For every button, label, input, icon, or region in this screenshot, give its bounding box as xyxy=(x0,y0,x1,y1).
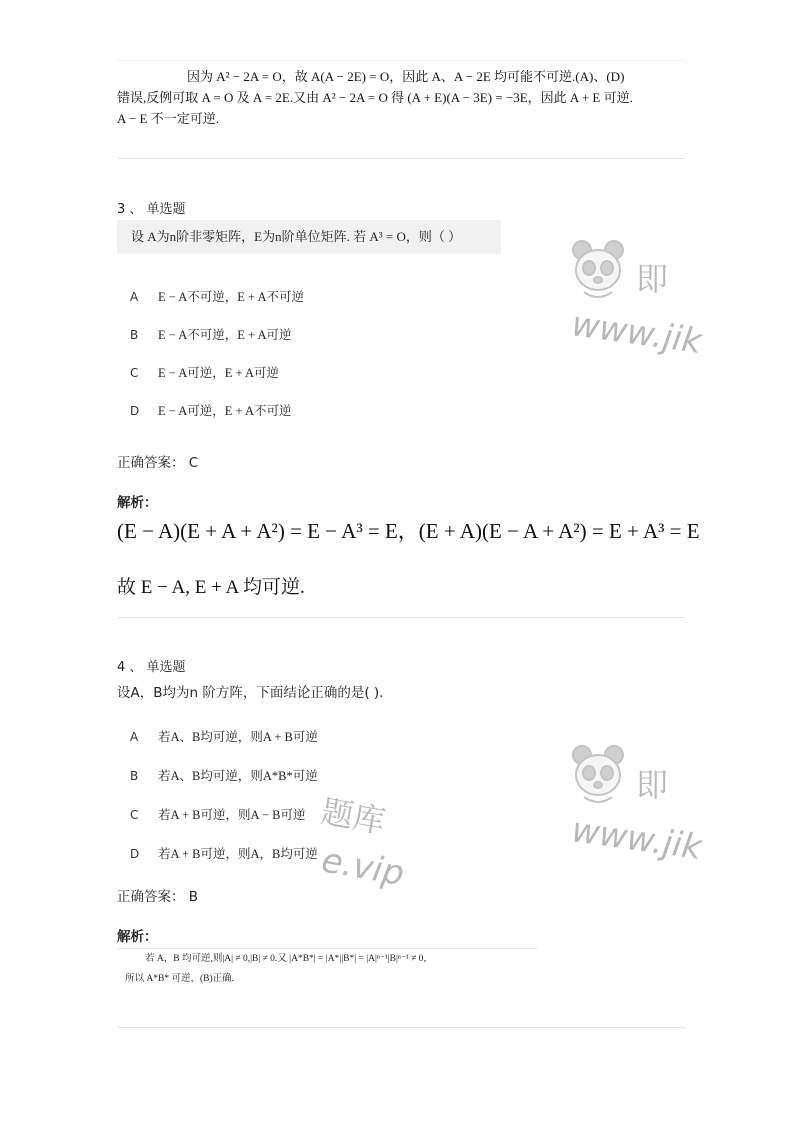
q3-answer: 正确答案： C xyxy=(117,455,199,471)
analysis-line-2: 错误,反例可取 A = O 及 A = 2E.又由 A² − 2A = O 得 (A + E)(A − 3E) = −3E，因此 A + E 可逆. xyxy=(117,90,633,105)
q4-analysis-line-2: 所以 A*B* 可逆，(B)正确. xyxy=(125,974,234,984)
option-text: 若A + B可逆，则A，B均可逆 xyxy=(158,847,318,861)
q4-analysis-label: 解析： xyxy=(117,929,158,945)
option-letter: C xyxy=(130,808,139,822)
q4-analysis-image xyxy=(117,948,537,999)
q3-analysis-label: 解析： xyxy=(117,495,158,511)
divider-1 xyxy=(117,158,685,159)
option-letter: B xyxy=(130,328,139,342)
q4-stem: 设A，B均为n 阶方阵，下面结论正确的是( ). xyxy=(117,685,384,701)
panda-watermark-icon xyxy=(570,238,626,304)
q3-analysis-conclusion: 故 E − A, E + A 均可逆. xyxy=(117,577,305,598)
top-rule xyxy=(117,60,685,61)
q4-option-a[interactable] xyxy=(130,727,318,745)
watermark-mid-text: 题库 xyxy=(318,792,388,841)
q4-option-c[interactable] xyxy=(130,805,305,823)
option-text: E − A不可逆，E + A不可逆 xyxy=(158,290,305,304)
option-letter: D xyxy=(130,847,140,861)
previous-analysis-image xyxy=(117,66,687,144)
option-letter: A xyxy=(130,730,139,744)
divider-2 xyxy=(117,617,685,618)
analysis-line-3: A − E 不一定可逆. xyxy=(117,111,219,126)
option-text: E − A可逆，E + A不可逆 xyxy=(158,404,292,418)
watermark-mid-url: e.vip xyxy=(318,840,408,895)
q4-option-b[interactable] xyxy=(130,766,318,784)
q4-header: 4 、 单选题 xyxy=(117,660,186,675)
q3-stem: 设 A为n阶非零矩阵，E为n阶单位矩阵. 若 A³ = O，则（ ） xyxy=(117,220,501,254)
q3-option-b[interactable] xyxy=(130,325,292,343)
q3-header: 3 、 单选题 xyxy=(117,202,186,217)
option-letter: A xyxy=(130,290,139,304)
analysis-line-1: 因为 A² − 2A = O，故 A(A − 2E) = O，因此 A、A − 2E 均可能不可逆.(A)、(D) xyxy=(187,69,625,84)
watermark-brand-text: 即 xyxy=(636,260,669,298)
option-letter: C xyxy=(130,366,139,380)
option-text: E − A不可逆，E + A可逆 xyxy=(158,328,292,342)
watermark-url-text: www.jik xyxy=(569,304,705,362)
panda-watermark-icon xyxy=(570,743,626,809)
option-text: 若A、B均可逆，则A*B*可逆 xyxy=(158,769,318,783)
q3-option-a[interactable] xyxy=(130,287,304,305)
q3-option-d[interactable] xyxy=(130,401,292,419)
option-text: E − A可逆，E + A可逆 xyxy=(158,366,280,380)
option-text: 若A + B可逆，则A − B可逆 xyxy=(158,808,306,822)
q4-analysis-line-1: 若 A，B 均可逆,则|A| ≠ 0,|B| ≠ 0.又 |A*B*| = |A*||B*| = |A|ⁿ⁻¹|B|ⁿ⁻¹ ≠ 0， xyxy=(145,954,433,964)
q3-option-c[interactable] xyxy=(130,363,279,381)
option-letter: B xyxy=(130,769,139,783)
watermark-brand-text: 即 xyxy=(636,766,669,804)
divider-3 xyxy=(117,1027,685,1028)
q3-analysis-equation: (E − A)(E + A + A²) = E − A³ = E，(E + A)(E − A + A²) = E + A³ = E xyxy=(117,519,700,543)
q4-answer: 正确答案： B xyxy=(117,889,199,905)
option-letter: D xyxy=(130,404,140,418)
option-text: 若A、B均可逆，则A + B可逆 xyxy=(158,730,318,744)
q4-option-d[interactable] xyxy=(130,844,318,862)
watermark-url-text: www.jik xyxy=(569,810,705,868)
